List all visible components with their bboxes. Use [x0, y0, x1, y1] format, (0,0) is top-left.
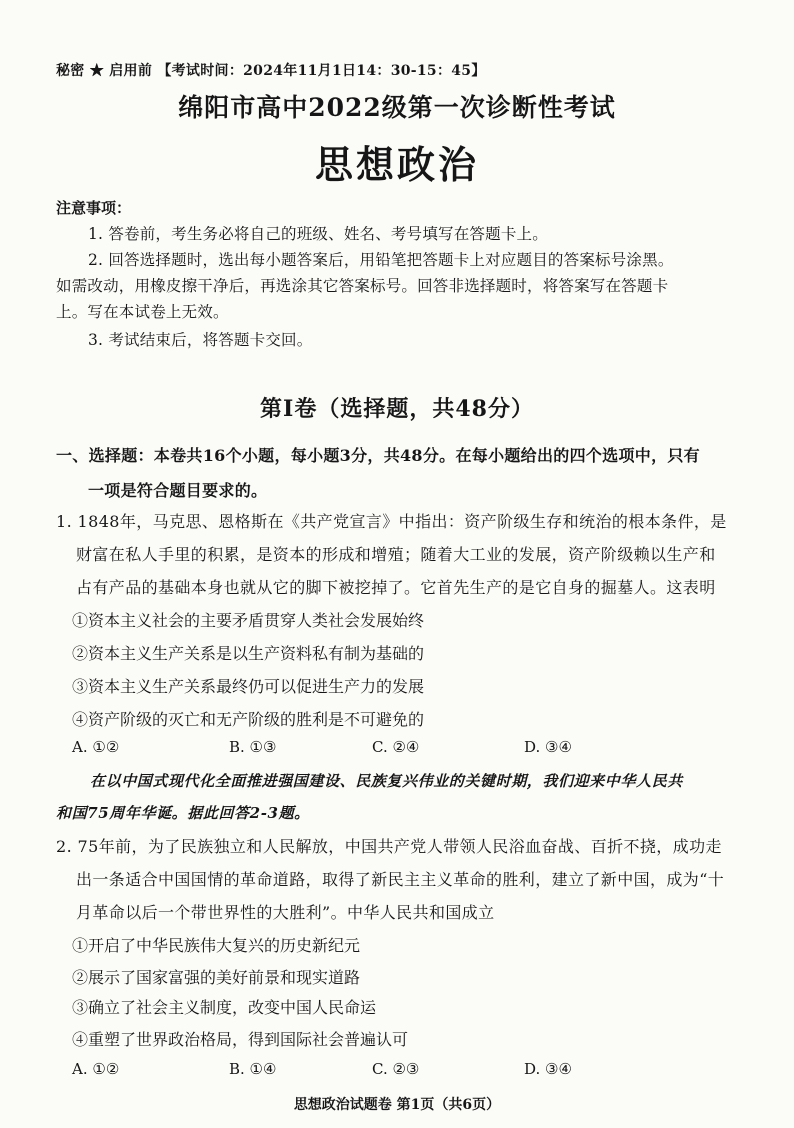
q2-choice-c: C. ②③ [372, 1060, 420, 1078]
exam-title: 绵阳市高中2022级第一次诊断性考试 [178, 93, 616, 122]
q1-stem-line-2: 财富在私人手里的积累，是资本的形成和增殖；随着大工业的发展，资产阶级赖以生产和 [76, 545, 716, 564]
q2-statement-2: ②展示了国家富强的美好前景和现实道路 [72, 968, 361, 987]
intro-line-2: 和国75周年华诞。据此回答2-3题。 [56, 804, 310, 822]
section-title: 第Ⅰ卷（选择题，共48分） [260, 396, 534, 422]
notice-heading: 注意事项： [56, 199, 132, 217]
confidential-header: 秘密 ★ 启用前 【考试时间：2024年11月1日14：30-15：45】 [56, 63, 486, 79]
q2-choice-a: A. ①② [72, 1060, 120, 1078]
q1-statement-2: ②资本主义生产关系是以生产资料私有制为基础的 [72, 644, 425, 663]
q2-stem-line-2: 出一条适合中国国情的革命道路，取得了新民主主义革命的胜利，建立了新中国，成为“十 [76, 870, 725, 889]
intro-line-1: 在以中国式现代化全面推进强国建设、民族复兴伟业的关键时期，我们迎来中华人民共 [90, 772, 683, 790]
section-instruction-line-2: 一项是符合题目要求的。 [88, 481, 268, 500]
notice-item-3: 3. 考试结束后，将答题卡交回。 [88, 331, 313, 349]
q1-stem-line-1: 1. 1848年，马克思、恩格斯在《共产党宣言》中指出：资产阶级生存和统治的根本条件，是 [56, 512, 727, 531]
q1-choice-b: B. ①③ [229, 738, 277, 756]
subject-title: 思想政治 [314, 142, 479, 187]
q1-statement-4: ④资产阶级的灭亡和无产阶级的胜利是不可避免的 [72, 710, 425, 729]
q2-choice-b: B. ①④ [229, 1060, 277, 1078]
notice-item-1: 1. 答卷前，考生务必将自己的班级、姓名、考号填写在答题卡上。 [88, 225, 548, 243]
q2-choice-d: D. ③④ [524, 1060, 572, 1078]
q2-statement-1: ①开启了中华民族伟大复兴的历史新纪元 [72, 936, 361, 955]
q1-choice-c: C. ②④ [372, 738, 420, 756]
q2-statement-4: ④重塑了世界政治格局，得到国际社会普遍认可 [72, 1030, 409, 1049]
q2-stem-line-1: 2. 75年前，为了民族独立和人民解放，中国共产党人带领人民浴血奋战、百折不挠，成功走 [56, 837, 722, 856]
notice-item-2-line-3: 上。写在本试卷上无效。 [56, 303, 229, 321]
notice-item-2-line-2: 如需改动，用橡皮擦干净后，再选涂其它答案标号。回答非选择题时，将答案写在答题卡 [56, 277, 669, 295]
page-footer: 思想政治试题卷 第1页（共6页） [293, 1097, 501, 1113]
q2-stem-line-3: 月革命以后一个带世界性的大胜利”。中华人民共和国成立 [76, 903, 495, 922]
q2-statement-3: ③确立了社会主义制度，改变中国人民命运 [72, 998, 377, 1017]
q1-choice-d: D. ③④ [524, 738, 572, 756]
notice-item-2-line-1: 2. 回答选择题时，选出每小题答案后，用铅笔把答题卡上对应题目的答案标号涂黑。 [88, 251, 674, 269]
q1-choice-a: A. ①② [72, 738, 120, 756]
q1-statement-1: ①资本主义社会的主要矛盾贯穿人类社会发展始终 [72, 611, 425, 630]
q1-statement-3: ③资本主义生产关系最终仍可以促进生产力的发展 [72, 677, 425, 696]
q1-stem-line-3: 占有产品的基础本身也就从它的脚下被挖掉了。它首先生产的是它自身的掘墓人。这表明 [76, 578, 716, 597]
section-instruction-line-1: 一、选择题：本卷共16个小题，每小题3分，共48分。在每小题给出的四个选项中，只有 [56, 446, 700, 465]
